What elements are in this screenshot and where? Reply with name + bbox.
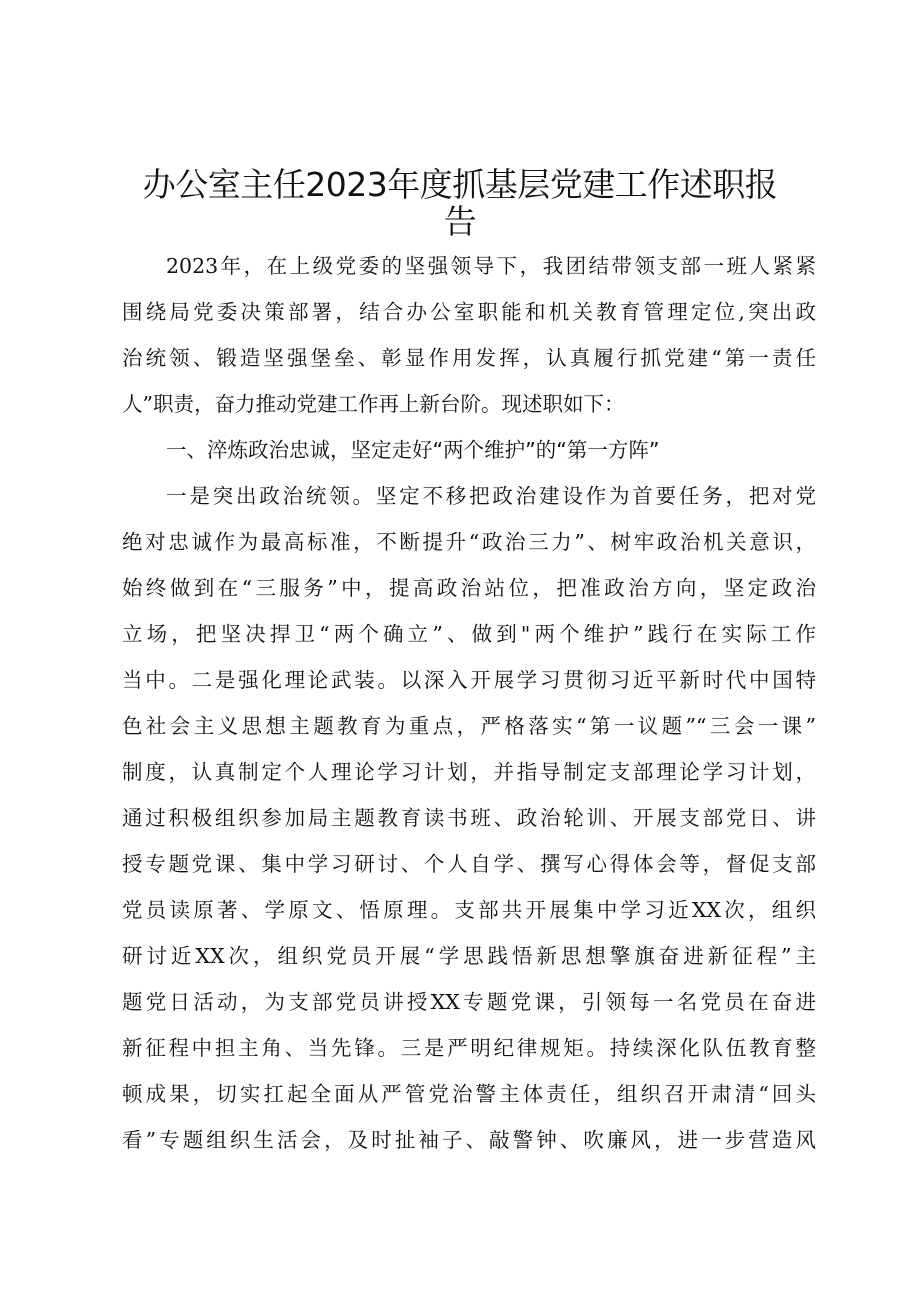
document-body [122, 243, 816, 1163]
intro-line: 人”职责，奋力推动党建工作再上新台阶。现述职如下： [122, 392, 625, 416]
intro-line: 2023年，在上级党委的坚强领导下，我团结带领支部一班人紧紧 [166, 254, 816, 278]
section-line: 色社会主义思想主题教育为重点，严格落实“第一议题”“三会一课” [122, 714, 816, 738]
section-line: 新征程中担主角、当先锋。三是严明纪律规矩。持续深化队伍教育整 [122, 1036, 816, 1060]
section-line: 始终做到在“三服务”中，提高政治站位，把准政治方向，坚定政治 [122, 576, 816, 600]
section-line: 党员读原著、学原文、悟原理。支部共开展集中学习近XX次，组织 [122, 898, 816, 922]
section-line: 当中。二是强化理论武装。以深入开展学习贯彻习近平新时代中国特 [122, 668, 816, 692]
document-title-line-2: 告 [443, 202, 477, 241]
section-line: 题党日活动，为支部党员讲授XX专题党课，引领每一名党员在奋进 [122, 990, 816, 1014]
section-line: 研讨近XX次，组织党员开展“学思践悟新思想擎旗奋进新征程”主 [122, 944, 816, 968]
section-line: 通过积极组织参加局主题教育读书班、政治轮训、开展支部党日、讲 [122, 806, 816, 830]
section-line: 绝对忠诚作为最高标准，不断提升“政治三力”、树牢政治机关意识， [122, 530, 816, 554]
section-line: 授专题党课、集中学习研讨、个人自学、撰写心得体会等，督促支部 [122, 852, 816, 876]
section-line: 立场，把坚决捍卫“两个确立”、做到"两个维护”践行在实际工作 [122, 622, 816, 646]
document-title-line-1: 办公室主任2023年度抓基层党建工作述职报 [142, 165, 778, 204]
section-line: 看”专题组织生活会，及时扯袖子、敲警钟、吹廉风，进一步营造风 [122, 1128, 816, 1152]
section-heading: 一、淬炼政治忠诚，坚定走好“两个维护”的“第一方阵” [166, 438, 660, 462]
intro-line: 治统领、锻造坚强堡垒、彰显作用发挥，认真履行抓党建“第一责任 [122, 346, 816, 370]
section-line: 一是突出政治统领。坚定不移把政治建设作为首要任务，把对党 [166, 484, 816, 508]
intro-line: 围绕局党委决策部署，结合办公室职能和机关教育管理定位,突出政 [122, 300, 816, 324]
document-title [140, 166, 780, 240]
section-line: 顿成果，切实扛起全面从严管党治警主体责任，组织召开肃清“回头 [122, 1082, 816, 1106]
section-line: 制度，认真制定个人理论学习计划，并指导制定支部理论学习计划， [122, 760, 816, 784]
